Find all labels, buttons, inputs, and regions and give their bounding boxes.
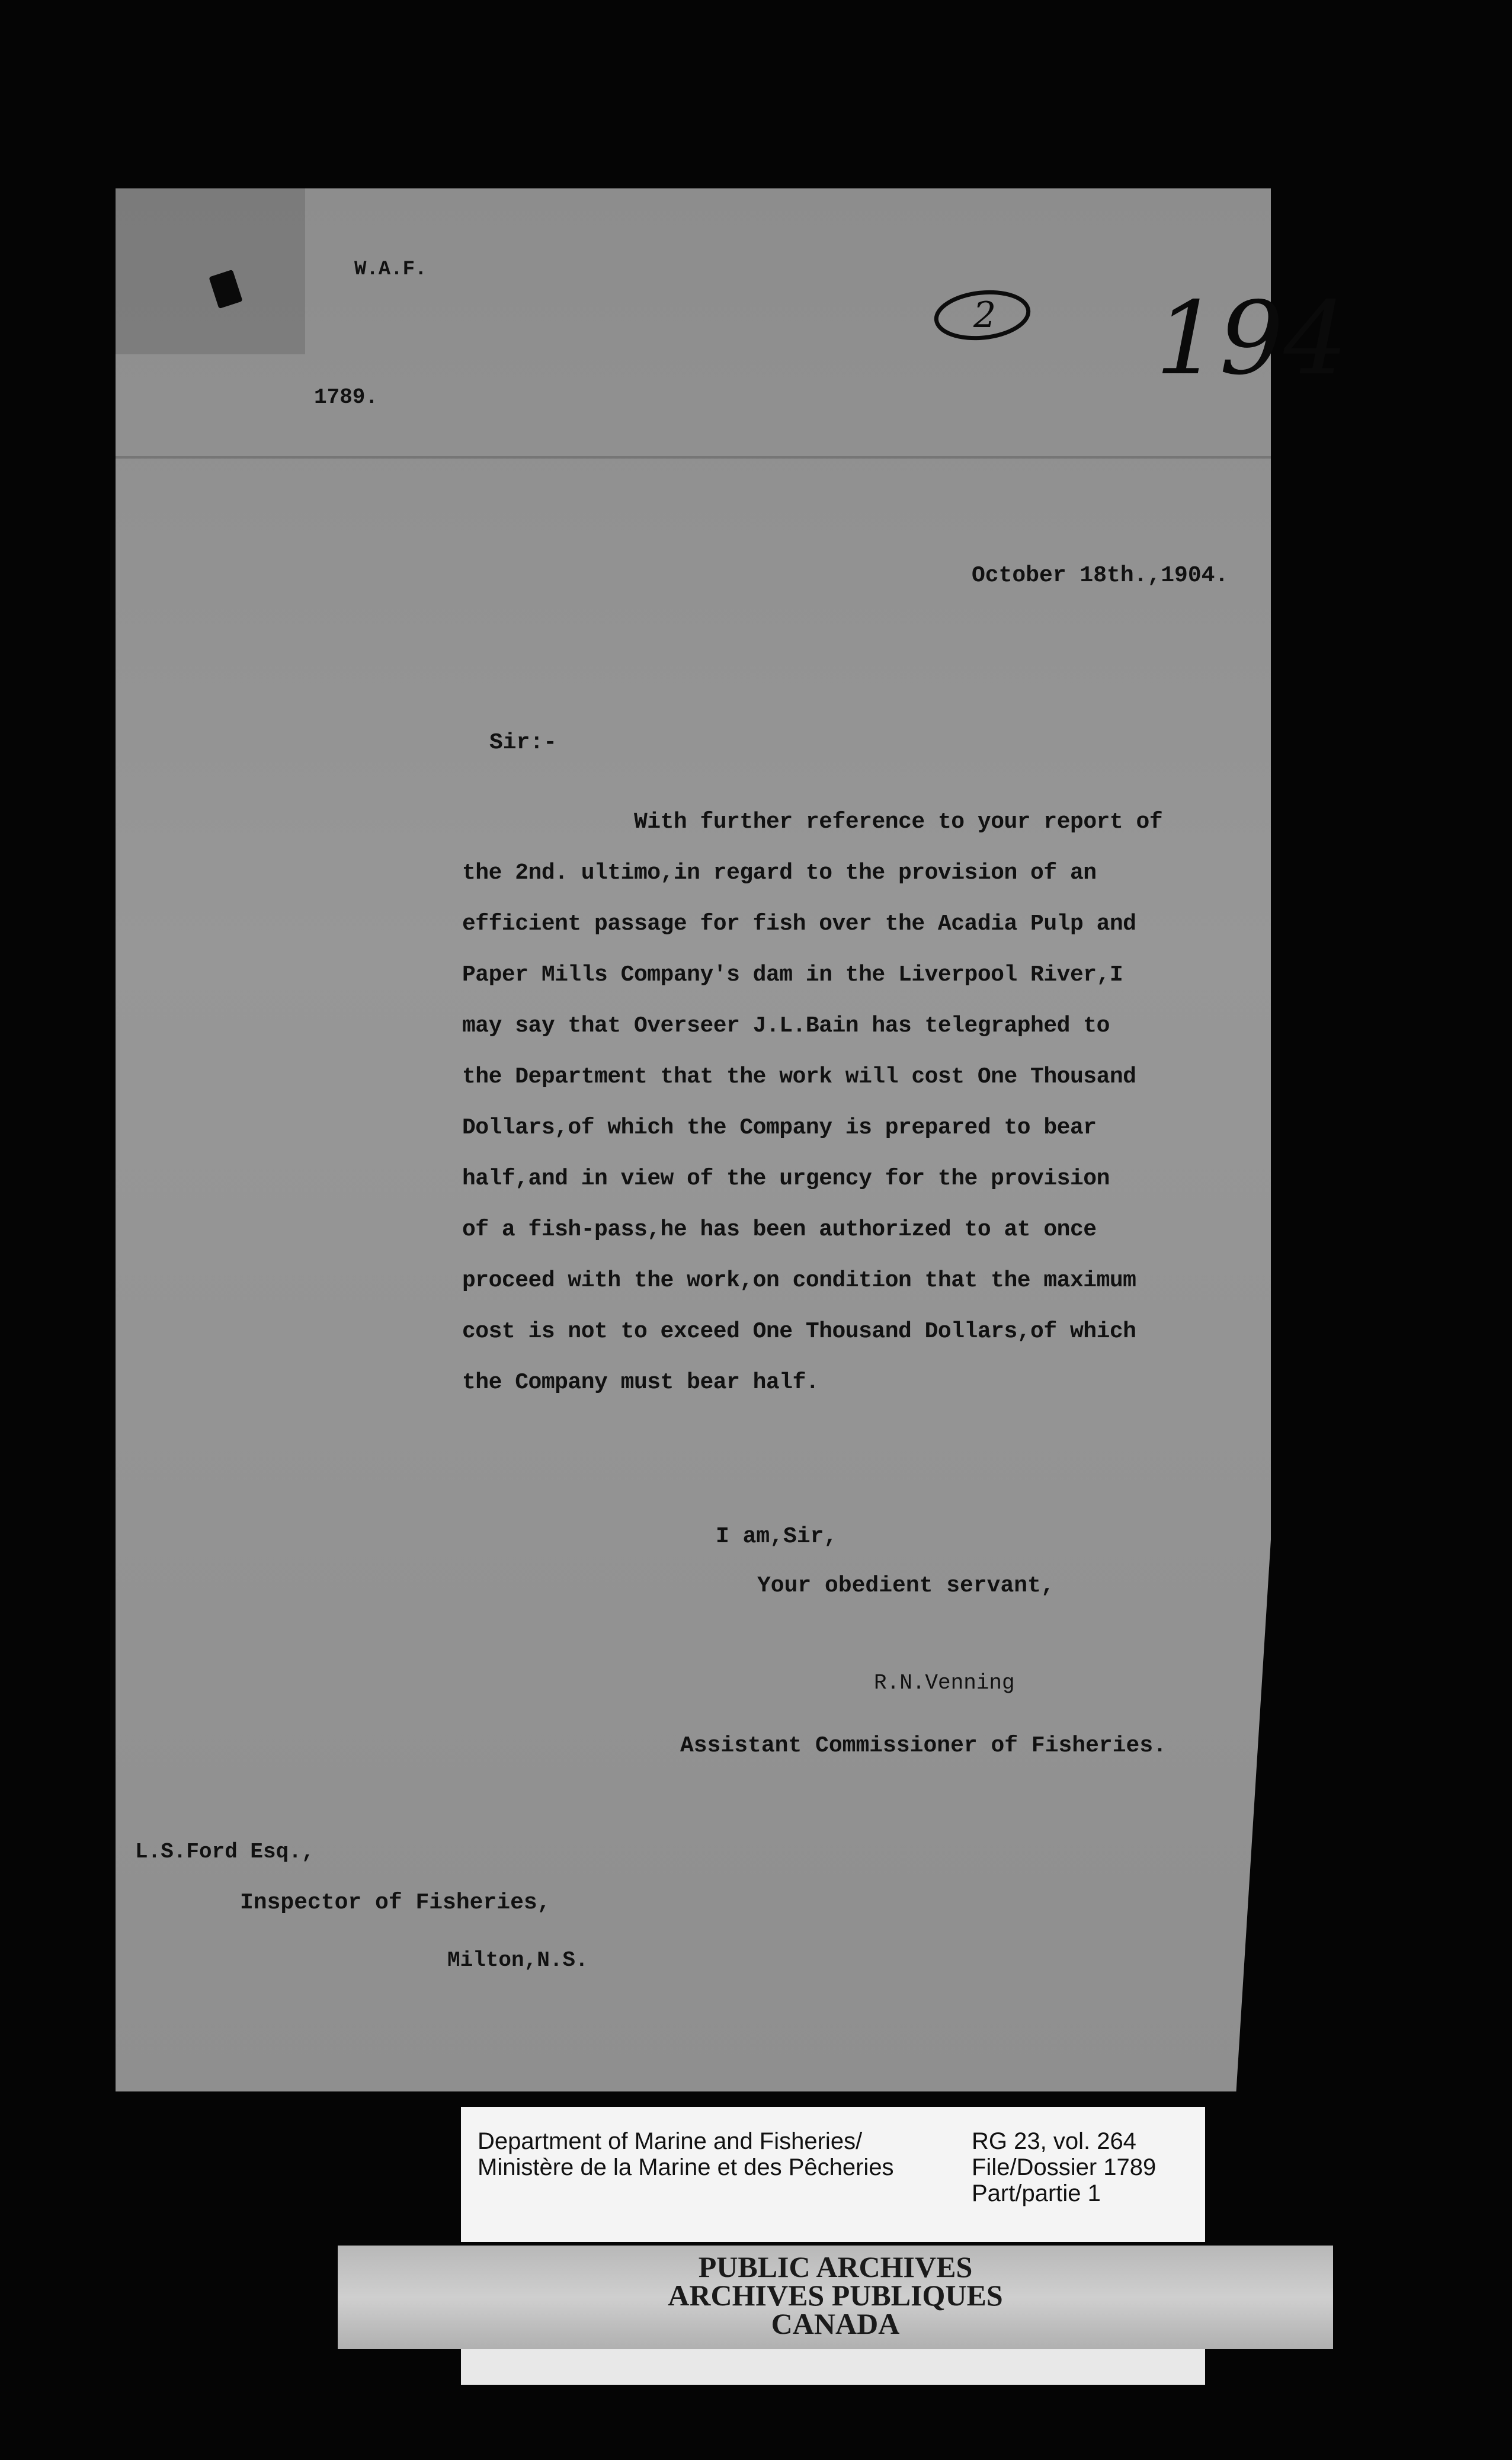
body-line: the Company must bear half. (462, 1370, 819, 1395)
signature-name: R.N.Venning (874, 1671, 1015, 1695)
body-line: may say that Overseer J.L.Bain has telegraphed to (462, 1013, 1110, 1039)
torn-corner-stub (116, 188, 305, 354)
archives-stamp-line-1: PUBLIC ARCHIVES (698, 2250, 973, 2283)
part-partie: Part/partie 1 (972, 2180, 1101, 2206)
department-fr: Ministère de la Marine et des Pêcheries (478, 2154, 894, 2180)
archives-stamp-line-2: ARCHIVES PUBLIQUES (668, 2279, 1003, 2312)
body-line: cost is not to exceed One Thousand Dollars,of which (462, 1319, 1136, 1344)
addressee-place: Milton,N.S. (447, 1948, 588, 1972)
letter-body (462, 797, 1262, 1408)
signature-title: Assistant Commissioner of Fisheries. (680, 1733, 1167, 1758)
archives-stamp-line-3: CANADA (771, 2307, 900, 2340)
initials: W.A.F. (354, 258, 427, 281)
body-line: proceed with the work,on condition that the maximum (462, 1268, 1136, 1293)
body-line: With further reference to your report of (634, 809, 1163, 835)
circled-mark-text: 2 (973, 294, 997, 336)
body-line: the 2nd. ultimo,in regard to the provision of an (462, 860, 1097, 886)
addressee-name: L.S.Ford Esq., (135, 1840, 315, 1864)
handwritten-page-number (1149, 278, 1348, 403)
body-line: the Department that the work will cost One Thousand (462, 1064, 1136, 1090)
archives-stamp (338, 2246, 1333, 2349)
fold-line (116, 456, 1271, 459)
body-line: Dollars,of which the Company is prepared to bear (462, 1115, 1097, 1141)
handwritten-circled-mark (912, 278, 1055, 367)
label-strip (461, 2349, 1205, 2385)
department-en: Department of Marine and Fisheries/ (478, 2128, 863, 2154)
salutation: Sir:- (489, 730, 558, 755)
closing-line-1: I am,Sir, (716, 1524, 838, 1549)
body-line: of a fish-pass,he has been authorized to at once (462, 1217, 1097, 1242)
file-dossier: File/Dossier 1789 (972, 2154, 1157, 2180)
closing-line-2: Your obedient servant, (757, 1573, 1055, 1599)
page-number-text: 194 (1155, 280, 1348, 398)
body-line: Paper Mills Company's dam in the Liverpool River,I (462, 962, 1123, 988)
addressee-title: Inspector of Fisheries, (240, 1890, 551, 1916)
file-number: 1789. (314, 385, 379, 409)
archive-label (461, 2107, 1205, 2242)
letter-date: October 18th.,1904. (972, 563, 1229, 588)
record-group: RG 23, vol. 264 (972, 2128, 1136, 2154)
body-line: half,and in view of the urgency for the provision (462, 1166, 1110, 1191)
body-line: efficient passage for fish over the Acadia Pulp and (462, 911, 1136, 937)
